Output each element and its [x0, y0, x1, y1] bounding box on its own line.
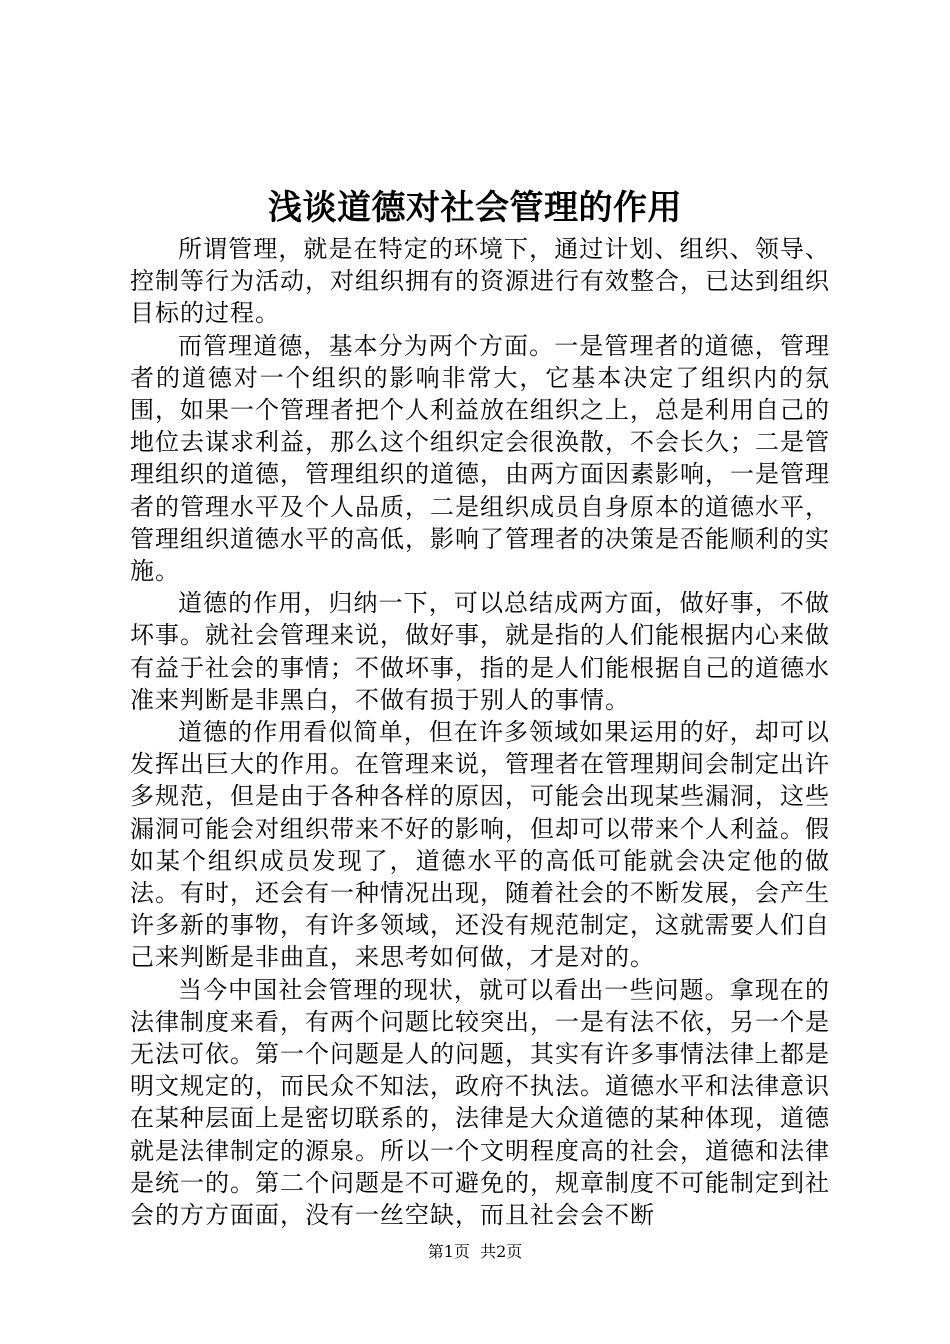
- page-footer: [0, 1241, 950, 1263]
- paragraph: 道德的作用看似简单，但在许多领域如果运用的好，却可以发挥出巨大的作用。在管理来说，管理者在管理期间会制定出许多规范，但是由于各种各样的原因，可能会出现某些漏洞，这些漏洞可能会对组织带来不好的影响，但却可以带来个人利益。假如某个组织成员发现了，道德水平的高低可能就会决定他的做法。有时，还会有一种情况出现，随着社会的不断发展，会产生许多新的事物，有许多领域，还没有规范制定，这就需要人们自己来判断是非曲直，来思考如何做，才是对的。: [130, 718, 830, 972]
- paragraph: 所谓管理，就是在特定的环境下，通过计划、组织、领导、控制等行为活动，对组织拥有的资源进行有效整合，已达到组织目标的过程。: [130, 235, 830, 328]
- paragraph: 而管理道德，基本分为两个方面。一是管理者的道德，管理者的道德对一个组织的影响非常大，它基本决定了组织内的氛围，如果一个管理者把个人利益放在组织之上，总是利用自己的地位去谋求利益，那么这个组织定会很涣散，不会长久；二是管理组织的道德，管理组织的道德，由两方面因素影响，一是管理者的管理水平及个人品质，二是组织成员自身原本的道德水平，管理组织道德水平的高低，影响了管理者的决策是否能顺利的实施。: [130, 331, 830, 586]
- document-title: 浅谈道德对社会管理的作用: [268, 188, 682, 228]
- paragraph: 当今中国社会管理的现状，就可以看出一些问题。拿现在的法律制度来看，有两个问题比较突出，一是有法不依，另一个是无法可依。第一个问题是人的问题，其实有许多事情法律上都是明文规定的，而民众不知法，政府不执法。道德水平和法律意识在某种层面上是密切联系的，法律是大众道德的某种体现，道德就是法律制定的源泉。所以一个文明程度高的社会，道德和法律是统一的。第二个问题是不可避免的，规章制度不可能制定到社会的方方面面，没有一丝空缺，而且社会会不断: [130, 975, 830, 1230]
- document-body: [130, 233, 830, 1231]
- page-total: 共2页: [480, 1242, 523, 1261]
- page-number: 第1页: [427, 1242, 470, 1261]
- paragraph: 道德的作用，归纳一下，可以总结成两方面，做好事，不做坏事。就社会管理来说，做好事，就是指的人们能根据内心来做有益于社会的事情；不做坏事，指的是人们能根据自己的道德水准来判断是非黑白，不做有损于别人的事情。: [130, 589, 830, 714]
